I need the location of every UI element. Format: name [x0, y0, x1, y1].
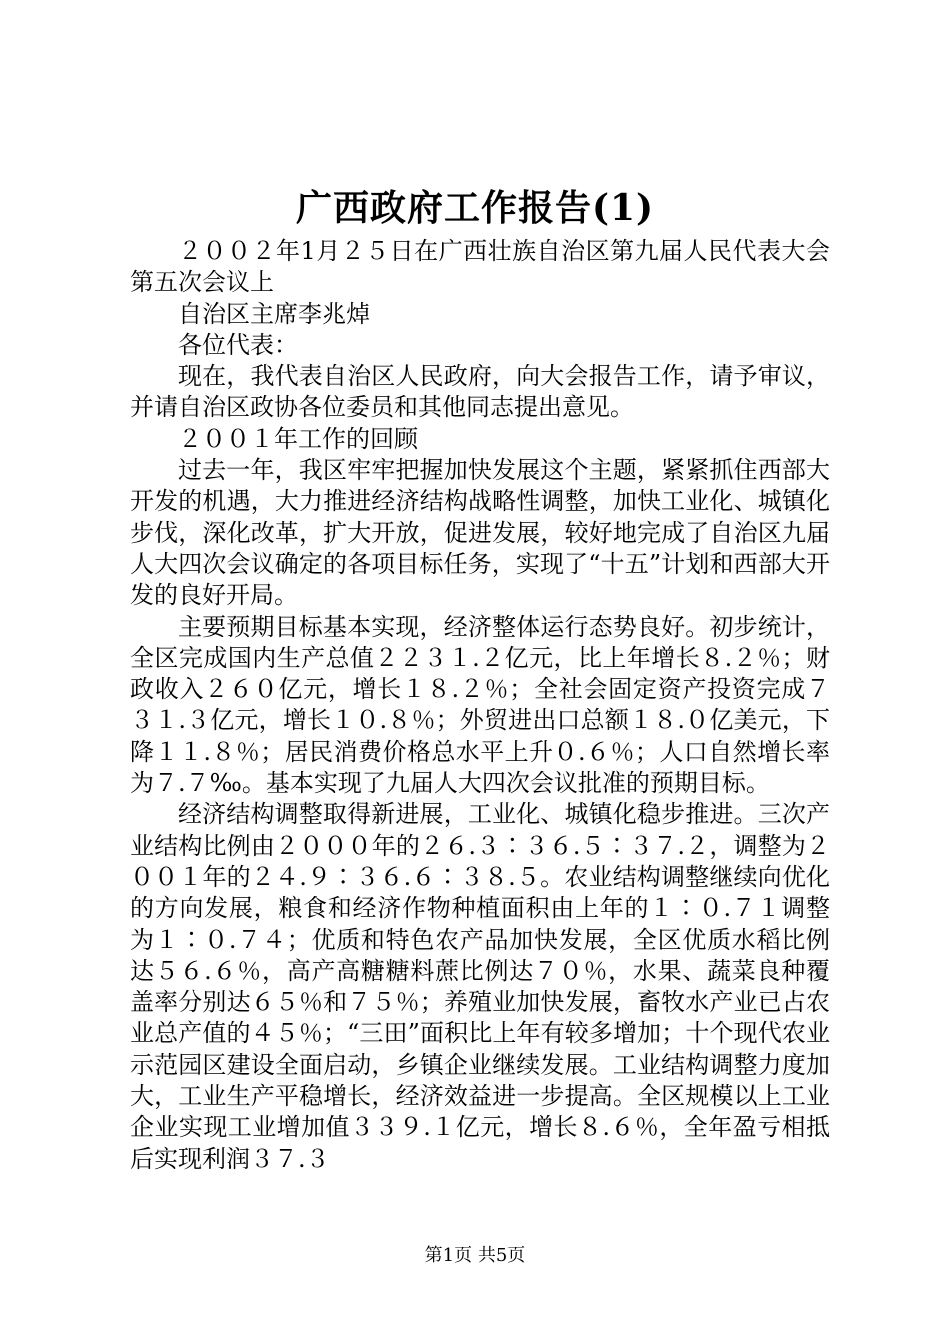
paragraph-speaker: 自治区主席李兆焯 — [178, 299, 370, 328]
document-body — [130, 236, 830, 1175]
paragraph-targets: 主要预期目标基本实现，经济整体运行态势良好。初步统计，全区完成国内生产总值２２３１.２亿元，比上年增长８.２％；财政收入２６０亿元，增长１８.２％；全社会固定资产投资完成７３１.３亿元，增长１０.８％；外贸进出口总额１８.０亿美元，下降１１.８％；居民消费价格总水平上升０.６％；人口自然增长率为７.７‰。基本实现了九届人大四次会议批准的预期目标。 — [130, 612, 830, 798]
page-footer: 第1页 共5页 — [424, 1245, 526, 1266]
paragraph-intro: 现在，我代表自治区人民政府，向大会报告工作，请予审议，并请自治区政协各位委员和其他同志提出意见。 — [130, 362, 830, 422]
paragraph-meeting-info: ２００２年1月２５日在广西壮族自治区第九届人民代表大会第五次会议上 — [130, 237, 830, 297]
paragraph-salutation: 各位代表： — [178, 330, 298, 359]
paragraph-review: 过去一年，我区牢牢把握加快发展这个主题，紧紧抓住西部大开发的机遇，大力推进经济结构战略性调整，加快工业化、城镇化步伐，深化改革，扩大开放，促进发展，较好地完成了自治区九届人大四次会议确定的各项目标任务，实现了“十五”计划和西部大开发的良好开局。 — [130, 456, 830, 610]
document-title: 广西政府工作报告(1) — [295, 187, 655, 229]
paragraph-structure: 经济结构调整取得新进展，工业化、城镇化稳步推进。三次产业结构比例由２０００年的２６.３∶３６.５∶３７.２，调整为２００１年的２４.９∶３６.６∶３８.５。农业结构调整继续向优化的方向发展，粮食和经济作物种植面积由上年的１∶０.７１调整为１∶０.７４；优质和特色农产品加快发展，全区优质水稻比例达５６.６％，高产高糖糖料蔗比例达７０％，水果、蔬菜良种覆盖率分别达６５％和７５％；养殖业加快发展，畜牧水产业已占农业总产值的４５％；“三田”面积比上年有较多增加；十个现代农业示范园区建设全面启动，乡镇企业继续发展。工业结构调整力度加大，工业生产平稳增长，经济效益进一步提高。全区规模以上工业企业实现工业增加值３３９.１亿元，增长８.６％，全年盈亏相抵后实现利润３７.３ — [130, 800, 830, 1173]
section-heading: ２００１年工作的回顾 — [178, 424, 418, 453]
